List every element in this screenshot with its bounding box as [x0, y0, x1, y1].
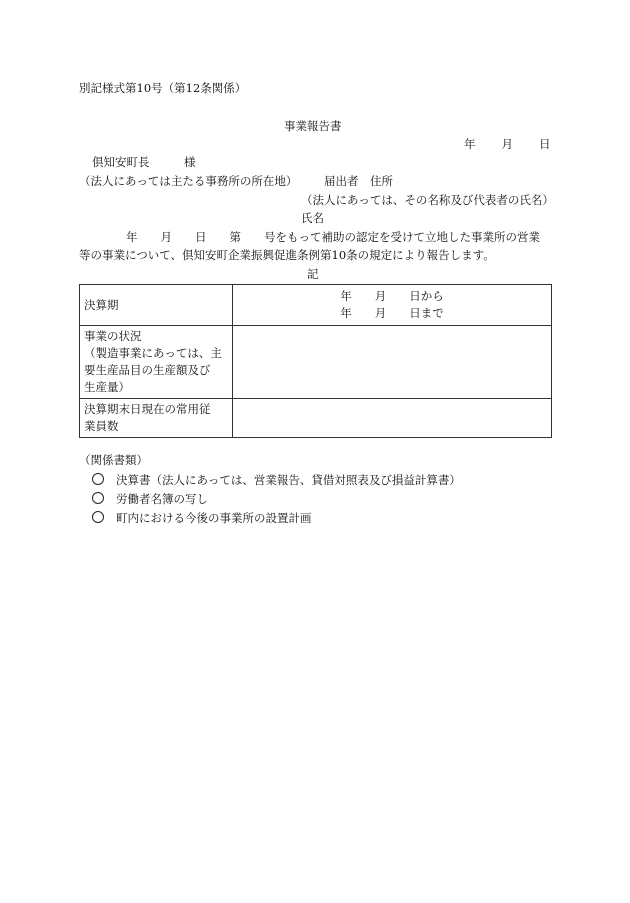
circle-bullet-icon [92, 473, 104, 485]
fiscal-period-from: 年 月 日から [340, 289, 444, 303]
table-row [80, 285, 552, 326]
fiscal-period-value [233, 285, 552, 326]
related-doc-item: 決算書（法人にあっては、営業報告、貸借対照表及び損益計算書） [92, 473, 461, 488]
document-title: 事業報告書 [284, 119, 342, 133]
corp-name-note: （法人にあっては、その名称及び代表者の氏名） [301, 193, 554, 207]
corp-address-note: （法人にあっては主たる事務所の所在地） [79, 174, 298, 188]
circle-bullet-icon [92, 511, 104, 523]
business-status-value [233, 326, 552, 399]
date-line [464, 138, 551, 152]
date-day: 日 [539, 137, 551, 151]
ki-heading: 記 [307, 267, 319, 281]
addressee: 倶知安町長 様 [92, 155, 196, 169]
date-year: 年 [464, 137, 476, 151]
table-row [80, 399, 552, 438]
body-text-line-2: 等の事業について、倶知安町企業振興促進条例第10条の規定により報告します。 [79, 248, 495, 262]
fiscal-period-label: 決算期 [80, 285, 233, 326]
employee-count-value [233, 399, 552, 438]
circle-bullet-icon [92, 492, 104, 504]
body-text-line-1: 年 月 日 第 号をもって補助の認定を受けて立地した事業所の営業 [126, 230, 540, 244]
employee-count-label: 決算期末日現在の常用従 業員数 [80, 399, 233, 438]
related-docs-heading: （関係書類） [79, 453, 148, 467]
table-row [80, 326, 552, 399]
related-doc-item: 町内における今後の事業所の設置計画 [92, 511, 312, 526]
business-status-label: 事業の状況 （製造事業にあっては、主 要生産品目の生産額及び 生産量） [80, 326, 233, 399]
date-month: 月 [501, 137, 513, 151]
name-label: 氏名 [301, 211, 324, 225]
filer-address-label: 届出者 住所 [324, 174, 393, 188]
related-doc-item: 労働者名簿の写し [92, 492, 208, 507]
form-number: 別記様式第10号（第12条関係） [79, 81, 247, 95]
report-table [79, 284, 552, 438]
fiscal-period-to: 年 月 日まで [340, 306, 444, 320]
